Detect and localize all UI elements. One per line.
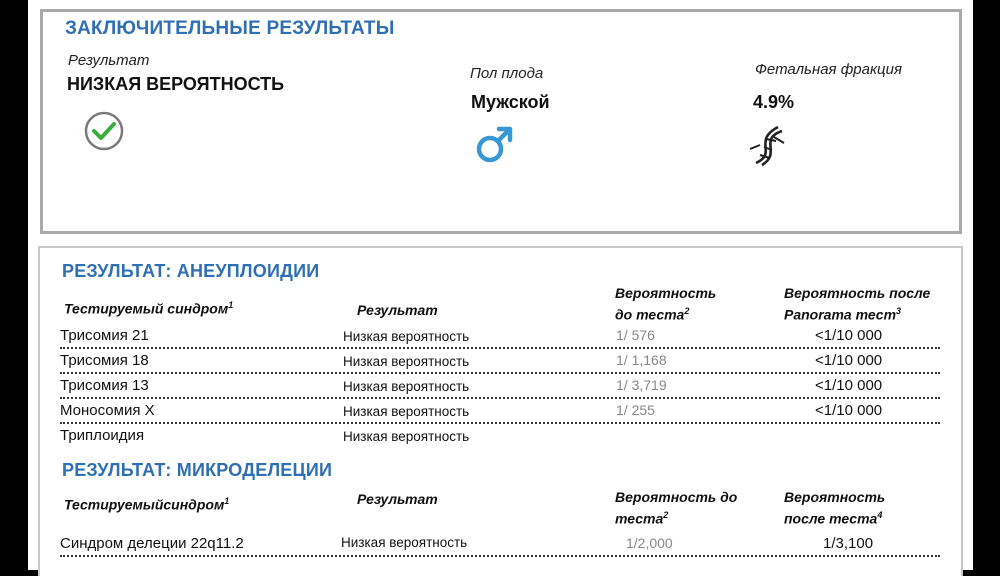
syndrome-name: Трисомия 13 [60,377,149,394]
report-page [28,0,973,570]
syndrome-result: Низкая вероятность [341,535,468,550]
fetal-fraction-value: 4.9% [753,92,795,112]
table-row [60,325,940,349]
aneuploidy-title: РЕЗУЛЬТАТ: АНЕУПЛОИДИИ [62,261,320,281]
aneuploidy-header-syndrome: Тестируемый синдром$^1$ [64,300,234,317]
results-table-box [38,246,963,576]
syndrome-result: Низкая вероятность [343,379,470,394]
final-results-title: ЗАКЛЮЧИТЕЛЬНЫЕ РЕЗУЛЬТАТЫ [65,18,395,39]
result-label: Результат [68,52,150,69]
syndrome-name: Трисомия 21 [60,327,149,344]
microdeletion-header-result: Результат [357,491,438,507]
fetal-sex-label: Пол плода [470,65,544,82]
syndrome-result: Низкая вероятность [343,354,470,369]
table-row [60,350,940,374]
aneuploidy-header-pre-test: Вероятность до теста$^2$ [615,285,717,323]
check-circle-icon [83,110,125,152]
fetal-fraction-label: Фетальная фракция [755,61,902,78]
microdeletion-header-syndrome: Тестируемыйсиндром$^1$ [64,496,230,513]
microdeletion-header-pre-test: Вероятность до теста$^2$ [615,489,738,527]
post-test-risk: <1/10 000 [815,352,883,369]
table-row [60,425,940,447]
table-row [60,375,940,399]
syndrome-name: Триплоидия [60,427,145,444]
table-row [60,400,940,424]
pre-test-risk: 1/ 255 [616,402,655,418]
aneuploidy-header-post-test: Вероятность после Panorama тест$^3$ [784,285,931,323]
post-test-risk: <1/10 000 [815,327,883,344]
syndrome-result: Низкая вероятность [343,329,470,344]
final-results-box [40,9,962,234]
male-symbol-icon [474,122,514,166]
dna-icon [748,123,786,167]
fetal-sex-value: Мужской [471,92,550,112]
post-test-risk: <1/10 000 [815,402,883,419]
pre-test-risk: 1/ 1,168 [616,352,667,368]
post-test-risk: 1/3,100 [823,535,874,552]
table-row [60,533,940,557]
syndrome-name: Синдром делеции 22q11.2 [60,535,244,552]
microdeletion-title: РЕЗУЛЬТАТ: МИКРОДЕЛЕЦИИ [62,460,333,480]
microdeletion-header-post-test: Вероятность после теста$^4$ [784,489,886,527]
pre-test-risk: 1/ 3,719 [616,377,667,393]
post-test-risk: <1/10 000 [815,377,883,394]
syndrome-result: Низкая вероятность [343,429,470,444]
aneuploidy-header-result: Результат [357,302,438,318]
pre-test-risk: 1/ 576 [616,327,655,343]
syndrome-name: Моносомия Х [60,402,155,419]
syndrome-name: Трисомия 18 [60,352,149,369]
syndrome-result: Низкая вероятность [343,404,470,419]
pre-test-risk: 1/2,000 [626,535,673,551]
result-value: НИЗКАЯ ВЕРОЯТНОСТЬ [67,74,285,94]
